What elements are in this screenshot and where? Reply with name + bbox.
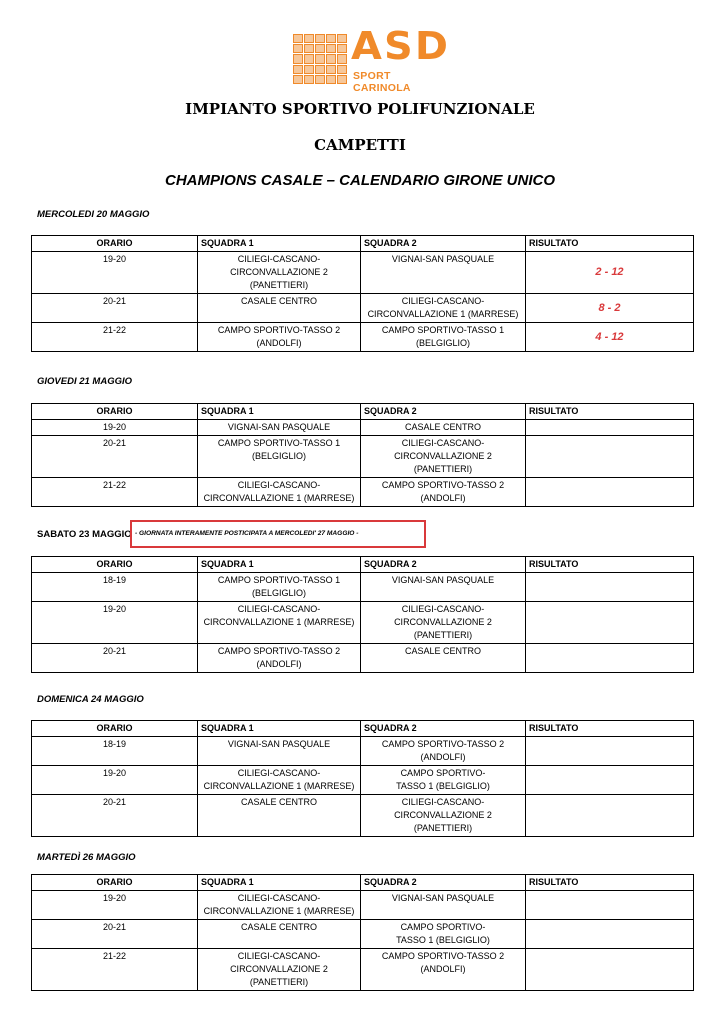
cell-squadra2: CILIEGI-CASCANO- CIRCONVALLAZIONE 1 (MARRESE) <box>361 294 526 323</box>
cell-risultato <box>526 766 694 795</box>
cell-squadra2: CAMPO SPORTIVO-TASSO 2 (ANDOLFI) <box>361 737 526 766</box>
header-squadra2: SQUADRA 2 <box>361 236 526 252</box>
cell-squadra2: VIGNAI-SAN PASQUALE <box>361 252 526 294</box>
cell-risultato: 2 - 12 <box>526 252 694 294</box>
cell-squadra1: CASALE CENTRO <box>198 294 361 323</box>
table-header-row <box>32 875 694 891</box>
header-squadra1: SQUADRA 1 <box>198 236 361 252</box>
cell-orario: 21-22 <box>32 949 198 991</box>
cell-squadra2: VIGNAI-SAN PASQUALE <box>361 573 526 602</box>
header-orario: ORARIO <box>32 557 198 573</box>
cell-orario: 19-20 <box>32 252 198 294</box>
cell-squadra1: CAMPO SPORTIVO-TASSO 2 (ANDOLFI) <box>198 644 361 673</box>
cell-orario: 19-20 <box>32 766 198 795</box>
header-risultato: RISULTATO <box>526 557 694 573</box>
cell-orario: 19-20 <box>32 891 198 920</box>
cell-squadra1: CILIEGI-CASCANO- CIRCONVALLAZIONE 2 (PANETTIERI) <box>198 252 361 294</box>
table-row <box>32 294 694 323</box>
header-orario: ORARIO <box>32 721 198 737</box>
cell-squadra2: CAMPO SPORTIVO- TASSO 1 (BELGIGLIO) <box>361 766 526 795</box>
cell-squadra1: VIGNAI-SAN PASQUALE <box>198 737 361 766</box>
cell-squadra1: CAMPO SPORTIVO-TASSO 1 (BELGIGLIO) <box>198 436 361 478</box>
header-squadra2: SQUADRA 2 <box>361 557 526 573</box>
table-row <box>32 323 694 352</box>
table-row <box>32 602 694 644</box>
cell-squadra2: CAMPO SPORTIVO-TASSO 2 (ANDOLFI) <box>361 478 526 507</box>
cell-squadra2: CASALE CENTRO <box>361 644 526 673</box>
cell-squadra1: CILIEGI-CASCANO- CIRCONVALLAZIONE 1 (MARRESE) <box>198 891 361 920</box>
logo-subtitle: SPORT CARINOLA <box>353 70 411 94</box>
table-row <box>32 795 694 837</box>
table-header-row <box>32 236 694 252</box>
table-row <box>32 573 694 602</box>
table-row <box>32 478 694 507</box>
postponed-notice: - GIORNATA INTERAMENTE POSTICIPATA A MERCOLEDI' 27 MAGGIO - <box>130 520 426 548</box>
cell-orario: 21-22 <box>32 478 198 507</box>
cell-squadra1: CILIEGI-CASCANO- CIRCONVALLAZIONE 1 (MARRESE) <box>198 602 361 644</box>
header-squadra2: SQUADRA 2 <box>361 404 526 420</box>
sport-icons-grid <box>293 34 347 84</box>
table-row <box>32 891 694 920</box>
header-squadra1: SQUADRA 1 <box>198 404 361 420</box>
header-squadra2: SQUADRA 2 <box>361 875 526 891</box>
table-row <box>32 252 694 294</box>
cell-orario: 20-21 <box>32 644 198 673</box>
cell-risultato <box>526 644 694 673</box>
table-row <box>32 766 694 795</box>
cell-squadra2: CILIEGI-CASCANO- CIRCONVALLAZIONE 2 (PANETTIERI) <box>361 795 526 837</box>
day-label: GIOVEDI 21 MAGGIO <box>37 376 133 387</box>
asd-logo <box>293 24 451 94</box>
table-row <box>32 436 694 478</box>
cell-orario: 21-22 <box>32 323 198 352</box>
cell-orario: 18-19 <box>32 737 198 766</box>
cell-risultato <box>526 478 694 507</box>
header-risultato: RISULTATO <box>526 721 694 737</box>
header-risultato: RISULTATO <box>526 404 694 420</box>
cell-orario: 20-21 <box>32 294 198 323</box>
schedule-table <box>31 403 694 507</box>
cell-squadra1: CAMPO SPORTIVO-TASSO 1 (BELGIGLIO) <box>198 573 361 602</box>
day-label: SABATO 23 MAGGIO <box>37 529 132 540</box>
cell-risultato: 8 - 2 <box>526 294 694 323</box>
cell-orario: 20-21 <box>32 436 198 478</box>
cell-squadra1: CILIEGI-CASCANO- CIRCONVALLAZIONE 1 (MARRESE) <box>198 766 361 795</box>
table-header-row <box>32 721 694 737</box>
table-row <box>32 644 694 673</box>
cell-risultato <box>526 602 694 644</box>
header-orario: ORARIO <box>32 236 198 252</box>
table-row <box>32 949 694 991</box>
cell-squadra1: VIGNAI-SAN PASQUALE <box>198 420 361 436</box>
cell-orario: 20-21 <box>32 795 198 837</box>
page-title: IMPIANTO SPORTIVO POLIFUNZIONALE <box>185 100 535 118</box>
header-orario: ORARIO <box>32 875 198 891</box>
cell-risultato <box>526 737 694 766</box>
cell-squadra1: CASALE CENTRO <box>198 795 361 837</box>
table-header-row <box>32 557 694 573</box>
header-squadra1: SQUADRA 1 <box>198 875 361 891</box>
header-squadra2: SQUADRA 2 <box>361 721 526 737</box>
header-orario: ORARIO <box>32 404 198 420</box>
cell-squadra2: CAMPO SPORTIVO-TASSO 1 (BELGIGLIO) <box>361 323 526 352</box>
cell-orario: 19-20 <box>32 420 198 436</box>
cell-risultato <box>526 573 694 602</box>
cell-risultato: 4 - 12 <box>526 323 694 352</box>
cell-squadra1: CILIEGI-CASCANO- CIRCONVALLAZIONE 2 (PANETTIERI) <box>198 949 361 991</box>
logo-letters: ASD <box>351 24 451 68</box>
table-row <box>32 920 694 949</box>
cell-risultato <box>526 436 694 478</box>
schedule-table <box>31 556 694 673</box>
schedule-table <box>31 874 694 991</box>
cell-squadra1: CAMPO SPORTIVO-TASSO 2 (ANDOLFI) <box>198 323 361 352</box>
schedule-table <box>31 235 694 352</box>
cell-risultato <box>526 949 694 991</box>
cell-risultato <box>526 420 694 436</box>
cell-squadra2: CAMPO SPORTIVO-TASSO 2 (ANDOLFI) <box>361 949 526 991</box>
table-header-row <box>32 404 694 420</box>
day-label: MERCOLEDI 20 MAGGIO <box>37 209 150 220</box>
cell-orario: 19-20 <box>32 602 198 644</box>
cell-orario: 20-21 <box>32 920 198 949</box>
cell-squadra1: CASALE CENTRO <box>198 920 361 949</box>
cell-risultato <box>526 920 694 949</box>
header-risultato: RISULTATO <box>526 875 694 891</box>
cell-squadra2: CILIEGI-CASCANO- CIRCONVALLAZIONE 2 (PANETTIERI) <box>361 602 526 644</box>
cell-risultato <box>526 795 694 837</box>
cell-squadra2: CILIEGI-CASCANO- CIRCONVALLAZIONE 2 (PANETTIERI) <box>361 436 526 478</box>
table-row <box>32 420 694 436</box>
cell-squadra2: VIGNAI-SAN PASQUALE <box>361 891 526 920</box>
cell-squadra2: CAMPO SPORTIVO- TASSO 1 (BELGIGLIO) <box>361 920 526 949</box>
cell-squadra2: CASALE CENTRO <box>361 420 526 436</box>
header-squadra1: SQUADRA 1 <box>198 557 361 573</box>
header-squadra1: SQUADRA 1 <box>198 721 361 737</box>
day-label: MARTEDÌ 26 MAGGIO <box>37 852 136 863</box>
day-label: DOMENICA 24 MAGGIO <box>37 694 144 705</box>
calendar-heading: CHAMPIONS CASALE – CALENDARIO GIRONE UNICO <box>164 172 556 189</box>
table-row <box>32 737 694 766</box>
schedule-table <box>31 720 694 837</box>
cell-risultato <box>526 891 694 920</box>
page-subtitle: CAMPETTI <box>314 136 406 154</box>
cell-squadra1: CILIEGI-CASCANO- CIRCONVALLAZIONE 1 (MARRESE) <box>198 478 361 507</box>
header-risultato: RISULTATO <box>526 236 694 252</box>
cell-orario: 18-19 <box>32 573 198 602</box>
